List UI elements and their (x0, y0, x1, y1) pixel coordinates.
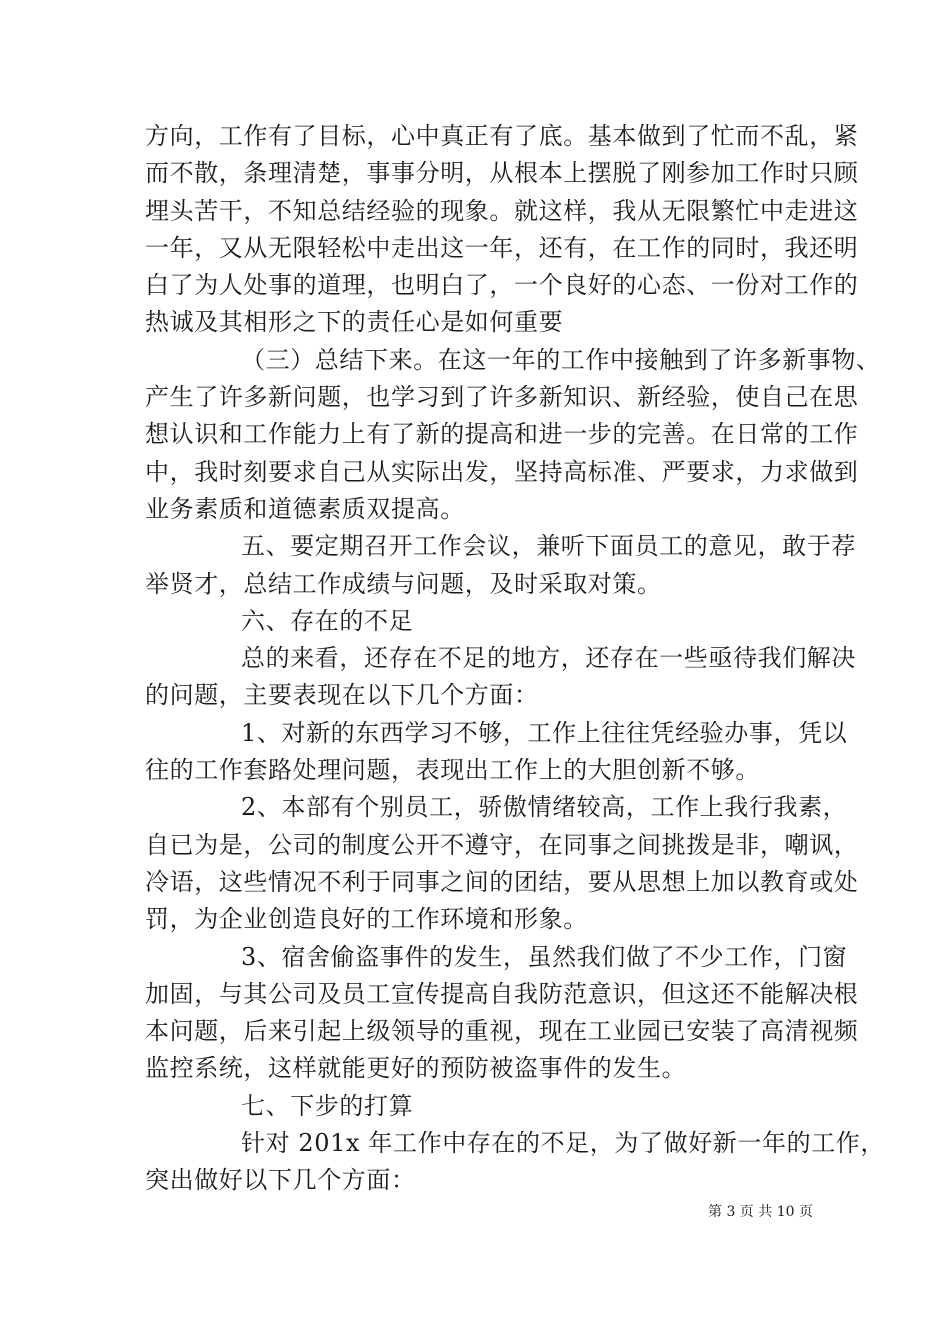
text-line: 五、要定期召开工作会议，兼听下面员工的意见，敢于荐 (241, 532, 856, 561)
text-line: 白了为人处事的道理，也明白了，一个良好的心态、一份对工作的 (145, 271, 859, 300)
paragraph (145, 528, 856, 603)
page-number-footer: 第 3 页 共 10 页 (708, 1204, 813, 1220)
paragraph (145, 603, 813, 640)
paragraph (145, 1125, 885, 1200)
text-line: 自已为是，公司的制度公开不遵守，在同事之间挑拨是非，嘲讽， (145, 830, 859, 859)
text-line: 一年，又从无限轻松中走出这一年，还有，在工作的同时，我还明 (145, 233, 859, 262)
text-line: 本问题，后来引起上级领导的重视，现在工业园已安装了高清视频 (145, 1017, 859, 1046)
text-line: 针对 201x 年工作中存在的不足，为了做好新一年的工作， (241, 1129, 885, 1158)
text-line: 的问题，主要表现在以下几个方面： (145, 681, 539, 710)
text-line: 3、宿舍偷盗事件的发生，虽然我们做了不少工作，门窗 (241, 942, 848, 971)
text-line: 业务素质和道德素质双提高。 (145, 494, 465, 523)
text-line: 想认识和工作能力上有了新的提高和进一步的完善。在日常的工作 (145, 420, 859, 449)
text-line: 产生了许多新问题，也学习到了许多新知识、新经验，使自己在思 (145, 383, 859, 412)
text-line: 罚，为企业创造良好的工作环境和形象。 (145, 905, 588, 934)
text-line: 中，我时刻要求自己从实际出发，坚持高标准、严要求，力求做到 (145, 457, 859, 486)
text-line: （三）总结下来。在这一年的工作中接触到了许多新事物、 (241, 345, 881, 374)
text-line: 热诚及其相形之下的责任心是如何重要 (145, 308, 564, 337)
text-line: 六、存在的不足 (241, 606, 414, 635)
text-line: 加固，与其公司及员工宣传提高自我防范意识，但这还不能解决根 (145, 979, 859, 1008)
paragraph (145, 1088, 813, 1125)
text-line: 方向，工作有了目标，心中真正有了底。基本做到了忙而不乱，紧 (145, 122, 859, 150)
text-line: 突出做好以下几个方面： (145, 1166, 416, 1195)
paragraph (145, 715, 848, 790)
text-line: 总的来看，还存在不足的地方，还存在一些亟待我们解决 (241, 644, 856, 673)
text-line: 举贤才，总结工作成绩与问题，及时采取对策。 (145, 569, 662, 598)
document-body (145, 118, 885, 1200)
text-line: 七、下步的打算 (241, 1091, 414, 1120)
text-line: 1、对新的东西学习不够，工作上往往凭经验办事，凭以 (241, 718, 848, 747)
paragraph (145, 640, 856, 715)
text-line: 冷语，这些情况不利于同事之间的团结，要从思想上加以教育或处 (145, 867, 859, 896)
text-line: 2、本部有个别员工，骄傲情绪较高，工作上我行我素， (241, 793, 848, 822)
text-line: 往的工作套路处理问题，表现出工作上的大胆创新不够。 (145, 756, 760, 785)
text-line: 埋头苦干，不知总结经验的现象。就这样，我从无限繁忙中走进这 (145, 196, 859, 225)
text-line: 监控系统，这样就能更好的预防被盗事件的发生。 (145, 1054, 687, 1083)
paragraph (145, 789, 859, 938)
paragraph (145, 342, 881, 528)
text-line: 而不散，条理清楚，事事分明，从根本上摆脱了刚参加工作时只顾 (145, 159, 859, 188)
paragraph (145, 118, 859, 342)
paragraph (145, 939, 859, 1088)
